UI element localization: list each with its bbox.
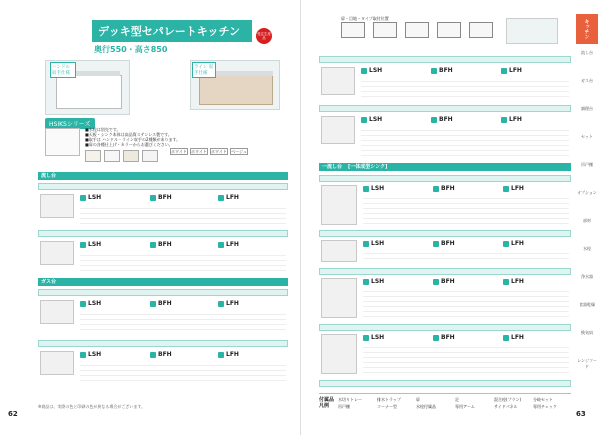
- spec-bar: [38, 340, 288, 347]
- side-tab[interactable]: 流し台: [581, 50, 593, 55]
- legend-item: サイドパネル: [494, 404, 518, 409]
- price-block: [80, 310, 286, 332]
- side-tab[interactable]: 部材: [583, 218, 591, 223]
- side-tab[interactable]: ガス台: [581, 78, 593, 83]
- legend-item: 混合栓(プラン): [494, 397, 522, 402]
- variant-label: LFH: [218, 300, 239, 307]
- spec-bar: [319, 230, 571, 237]
- color-swatches: [85, 150, 158, 162]
- series-label: HSIKSシリーズ: [45, 118, 95, 129]
- legend-item: 専用チェック: [533, 404, 557, 409]
- product-thumbnail: [321, 334, 357, 374]
- variant-label: LSH: [363, 240, 384, 247]
- variant-label: LSH: [363, 278, 384, 285]
- variant-label: LSH: [80, 351, 101, 358]
- variant-label: BFH: [150, 351, 172, 358]
- price-block: [363, 343, 569, 375]
- feature-item: ■天板・シンク本体は高品質ステンレス製です。: [85, 132, 172, 137]
- legend-title: 付属品 凡例: [319, 397, 335, 409]
- variant-label: LFH: [503, 334, 524, 341]
- product-thumbnail: [321, 185, 357, 225]
- side-tab[interactable]: レンジフード: [577, 358, 597, 369]
- layout-photo: [506, 18, 558, 44]
- layout-title: 扉・目地・タイプ取付位置: [341, 16, 389, 21]
- product-thumbnail: [40, 300, 74, 324]
- product-thumbnail: [40, 194, 74, 218]
- variant-label: LFH: [501, 67, 522, 74]
- section-single-note: [一体成型シンク]: [348, 164, 388, 170]
- product-thumbnail: [40, 351, 74, 375]
- spec-bar: [319, 105, 571, 112]
- price-block: [80, 361, 286, 383]
- variant-label: BFH: [431, 116, 453, 123]
- side-tab[interactable]: 調理台: [581, 106, 593, 111]
- product-front-image: [45, 128, 80, 156]
- door-color: ホワイト: [171, 149, 187, 154]
- price-block: [361, 77, 569, 99]
- variant-label: BFH: [150, 241, 172, 248]
- page-title: デッキ型セパレートキッチン: [92, 20, 252, 42]
- section-single-sink: [319, 163, 571, 171]
- section-single-title: 一流し台: [322, 164, 343, 170]
- door-color-labels: [170, 148, 248, 155]
- variant-label: LSH: [80, 241, 101, 248]
- variant-label: LFH: [503, 278, 524, 285]
- product-thumbnail: [321, 278, 357, 318]
- variant-label: LSH: [80, 194, 101, 201]
- variant-label: LSH: [363, 185, 384, 192]
- layout-diagram: [341, 22, 493, 38]
- callout-handle: ハンドル 収手仕様: [50, 62, 76, 78]
- price-block: [80, 251, 286, 271]
- legend: [319, 393, 571, 421]
- price-block: [80, 204, 286, 224]
- spec-bar: [38, 289, 288, 296]
- variant-label: LFH: [503, 240, 524, 247]
- side-tab[interactable]: 水栓: [583, 246, 591, 251]
- variant-label: LSH: [363, 334, 384, 341]
- side-tab[interactable]: 浄水器: [581, 274, 593, 279]
- spec-bar: [319, 380, 571, 387]
- legend-item: 吊戸棚: [338, 404, 350, 409]
- price-block: [363, 249, 569, 263]
- page-number-right: 63: [576, 410, 586, 418]
- feature-item: ■水栓は別売です。: [85, 127, 121, 132]
- variant-label: BFH: [150, 300, 172, 307]
- footer-note: ※商品は、実際の色と印刷の色が異なる場合がございます。: [38, 404, 146, 409]
- legend-item: 分岐セット: [533, 397, 553, 402]
- spec-bar: [319, 56, 571, 63]
- variant-label: BFH: [433, 185, 455, 192]
- spec-bar: [319, 175, 571, 182]
- side-tab[interactable]: オプション: [577, 190, 597, 195]
- legend-item: 排水トラップ: [377, 397, 401, 402]
- variant-label: BFH: [433, 240, 455, 247]
- feature-list: [85, 127, 205, 147]
- product-thumbnail: [321, 116, 355, 144]
- spec-bar: [319, 268, 571, 275]
- side-tab[interactable]: 換気扇: [581, 330, 593, 335]
- feature-item: ■扉の各種仕上げ・カラーからお選びください。: [85, 142, 173, 147]
- side-tab[interactable]: 食器乾燥: [579, 302, 595, 307]
- legend-item: 水栓付属品: [416, 404, 436, 409]
- side-tab[interactable]: 吊戸棚: [581, 162, 593, 167]
- door-color: ホワイト: [191, 149, 207, 154]
- variant-label: BFH: [150, 194, 172, 201]
- section-sink: 流し台: [38, 172, 288, 180]
- legend-item: コーナー型: [377, 404, 397, 409]
- price-block: [361, 126, 569, 156]
- door-color: ホワイト: [211, 149, 227, 154]
- feature-item: ■取手は ハンドル・ライン収手の2種類があります。: [85, 137, 181, 142]
- product-thumbnail: [321, 67, 355, 95]
- variant-label: BFH: [433, 278, 455, 285]
- side-tab[interactable]: セット: [581, 134, 593, 139]
- spec-bar: [38, 230, 288, 237]
- legend-item: 専用アーム: [455, 404, 475, 409]
- price-block: [363, 287, 569, 319]
- spec-bar: [38, 183, 288, 190]
- variant-label: LSH: [80, 300, 101, 307]
- product-thumbnail: [40, 241, 74, 265]
- variant-label: LFH: [218, 351, 239, 358]
- right-page: [300, 0, 600, 435]
- product-thumbnail: [321, 240, 357, 262]
- variant-label: LFH: [218, 194, 239, 201]
- page-subtitle: 奥行550・高さ850: [94, 45, 168, 54]
- spec-bar: [319, 324, 571, 331]
- callout-line: ライン 収手仕様: [192, 62, 216, 78]
- legend-item: 扉: [416, 397, 420, 402]
- side-tab-kitchen[interactable]: キッチン: [576, 14, 598, 44]
- order-badge: 受注生産品: [256, 28, 272, 44]
- price-block: [363, 194, 569, 226]
- variant-label: LSH: [361, 67, 382, 74]
- legend-item: 水切りトレー: [338, 397, 362, 402]
- variant-label: BFH: [433, 334, 455, 341]
- door-color: ベージュ: [231, 149, 247, 154]
- page-number-left: 62: [8, 410, 18, 418]
- variant-label: LFH: [218, 241, 239, 248]
- variant-label: LFH: [503, 185, 524, 192]
- variant-label: LFH: [501, 116, 522, 123]
- variant-label: LSH: [361, 116, 382, 123]
- section-gas: ガス台: [38, 278, 288, 286]
- variant-label: BFH: [431, 67, 453, 74]
- legend-item: 足: [455, 397, 459, 402]
